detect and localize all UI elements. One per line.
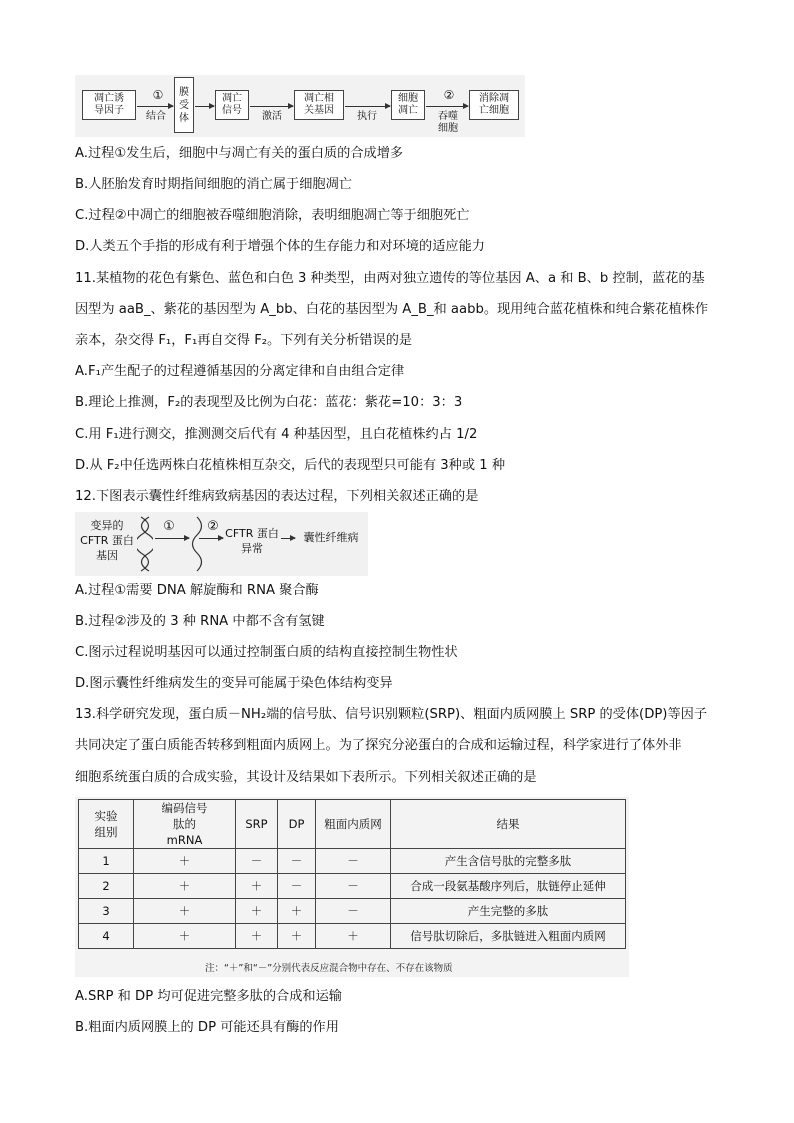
cell-dp: ＋	[278, 899, 316, 924]
table-header-row	[79, 800, 626, 849]
q11-stem-line-2: 因型为 aaB_、紫花的基因型为 A_bb、白花的基因型为 A_B_和 aabb。现用纯合蓝花植株和纯合紫花植株作	[75, 302, 709, 317]
cell-srp: ＋	[236, 874, 278, 899]
cell-rer: ＋	[316, 924, 391, 949]
step2-marker: ②	[207, 519, 219, 534]
execute-label: 执行	[357, 111, 377, 122]
cell-mrna: ＋	[134, 874, 236, 899]
cell-srp: ＋	[236, 924, 278, 949]
table-row	[79, 899, 626, 924]
cell-group: 1	[79, 849, 134, 874]
q12-option-a: A.过程①需要 DNA 解旋酶和 RNA 聚合酶	[75, 583, 319, 598]
q11-option-a: A.F₁产生配子的过程遵循基因的分离定律和自由组合定律	[75, 364, 405, 379]
disease-label: 囊性纤维病	[303, 531, 359, 544]
arrow-execute	[345, 106, 390, 107]
cell-dp: ＋	[278, 924, 316, 949]
q12-option-b: B.过程②涉及的 3 种 RNA 中都不含有氢键	[75, 614, 325, 629]
cell-dp: －	[278, 849, 316, 874]
arrow-transcription	[155, 538, 189, 539]
step1-marker: ①	[152, 88, 164, 102]
header-rer: 粗面内质网	[316, 800, 391, 849]
q10-option-d: D.人类五个手指的形成有利于增强个体的生存能力和对环境的适应能力	[75, 239, 485, 254]
q13-stem-line-2: 共同决定了蛋白质能否转移到粗面内质网上。为了探究分泌蛋白的合成和运输过程，科学家进行了体外非	[75, 738, 682, 753]
q11-stem-line-1: 11.某植物的花色有紫色、蓝色和白色 3 种类型，由两对独立遗传的等位基因 A、a 和 B、b 控制，蓝花的基	[75, 271, 705, 286]
q10-option-b: B.人胚胎发育时期指间细胞的消亡属于细胞凋亡	[75, 177, 352, 192]
cell-mrna: ＋	[134, 924, 236, 949]
bind-label: 结合	[146, 111, 166, 122]
q11-option-d: D.从 F₂中任选两株白花植株相互杂交，后代的表现型只可能有 3种或 1 种	[75, 458, 506, 473]
q13-stem-line-3: 细胞系统蛋白质的合成实验，其设计及结果如下表所示。下列相关叙述正确的是	[75, 770, 537, 785]
header-dp: DP	[278, 800, 316, 849]
cell-result: 产生含信号肽的完整多肽	[391, 849, 626, 874]
genes-box: 凋亡相关基因	[294, 90, 344, 120]
experiment-table-figure	[75, 797, 629, 977]
apoptosis-flow-diagram	[75, 75, 525, 137]
arrow-disease	[281, 538, 295, 539]
cell-result: 合成一段氨基酸序列后，肽链停止延伸	[391, 874, 626, 899]
q12-option-d: D.图示囊性纤维病发生的变异可能属于染色体结构变异	[75, 676, 393, 691]
clear-box: 消除凋亡细胞	[469, 90, 519, 120]
gene-label: 变异的 CFTR 蛋白基因	[80, 519, 134, 562]
header-mrna: 编码信号肽的 mRNA	[134, 800, 236, 849]
engulf-label: 吞噬细胞	[438, 111, 458, 134]
header-group: 实验组别	[79, 800, 134, 849]
experiment-table	[78, 799, 626, 949]
protein-label: CFTR 蛋白异常	[225, 527, 279, 555]
q13-stem-line-1: 13.科学研究发现，蛋白质－NH₂端的信号肽、信号识别颗粒(SRP)、粗面内质网膜上 SRP 的受体(DP)等因子	[75, 707, 708, 722]
q11-option-c: C.用 F₁进行测交，推测测交后代有 4 种基因型，且白花植株约占 1/2	[75, 427, 478, 442]
cell-srp: －	[236, 849, 278, 874]
cftr-expression-diagram	[75, 512, 368, 576]
cell-mrna: ＋	[134, 899, 236, 924]
table-note: 注：“＋”和“－”分别代表反应混合物中存在、不存在该物质	[205, 963, 453, 974]
q10-option-a: A.过程①发生后，细胞中与凋亡有关的蛋白质的合成增多	[75, 146, 404, 161]
arrow-signal	[195, 106, 214, 107]
q11-stem-line-3: 亲本，杂交得 F₁，F₁再自交得 F₂。下列有关分析错误的是	[75, 333, 413, 348]
activate-label: 激活	[262, 111, 282, 122]
q10-option-c: C.过程②中凋亡的细胞被吞噬细胞消除，表明细胞凋亡等于细胞死亡	[75, 208, 470, 223]
cell-group: 2	[79, 874, 134, 899]
table-row	[79, 874, 626, 899]
table-row	[79, 849, 626, 874]
arrow-translation	[199, 538, 223, 539]
cell-rer: －	[316, 874, 391, 899]
step1-marker: ①	[163, 519, 175, 534]
q12-stem: 12.下图表示囊性纤维病致病基因的表达过程，下列相关叙述正确的是	[75, 489, 479, 504]
signal-box: 凋亡信号	[215, 90, 249, 120]
cell-mrna: ＋	[134, 849, 236, 874]
header-srp: SRP	[236, 800, 278, 849]
dna-helix-icon	[137, 515, 153, 573]
cell-srp: ＋	[236, 899, 278, 924]
step2-marker: ②	[443, 88, 455, 102]
cell-group: 4	[79, 924, 134, 949]
cell-group: 3	[79, 899, 134, 924]
apoptosis-box: 细胞凋亡	[391, 90, 425, 120]
arrow-engulf	[426, 106, 468, 107]
cell-rer: －	[316, 849, 391, 874]
cell-result: 产生完整的多肽	[391, 899, 626, 924]
receptor-box: 膜受体	[174, 77, 194, 133]
cell-result: 信号肽切除后，多肽链进入粗面内质网	[391, 924, 626, 949]
q12-option-c: C.图示过程说明基因可以通过控制蛋白质的结构直接控制生物性状	[75, 645, 458, 660]
cell-dp: －	[278, 874, 316, 899]
arrow-activate	[250, 106, 293, 107]
arrow-bind	[137, 106, 173, 107]
q13-option-b: B.粗面内质网膜上的 DP 可能还具有酶的作用	[75, 1020, 339, 1035]
cell-rer: －	[316, 899, 391, 924]
table-row	[79, 924, 626, 949]
q13-option-a: A.SRP 和 DP 均可促进完整多肽的合成和运输	[75, 989, 342, 1004]
inducer-box: 凋亡诱导因子	[82, 90, 136, 120]
q11-option-b: B.理论上推测，F₂的表现型及比例为白花：蓝花：紫花=10：3：3	[75, 395, 463, 410]
header-result: 结果	[391, 800, 626, 849]
